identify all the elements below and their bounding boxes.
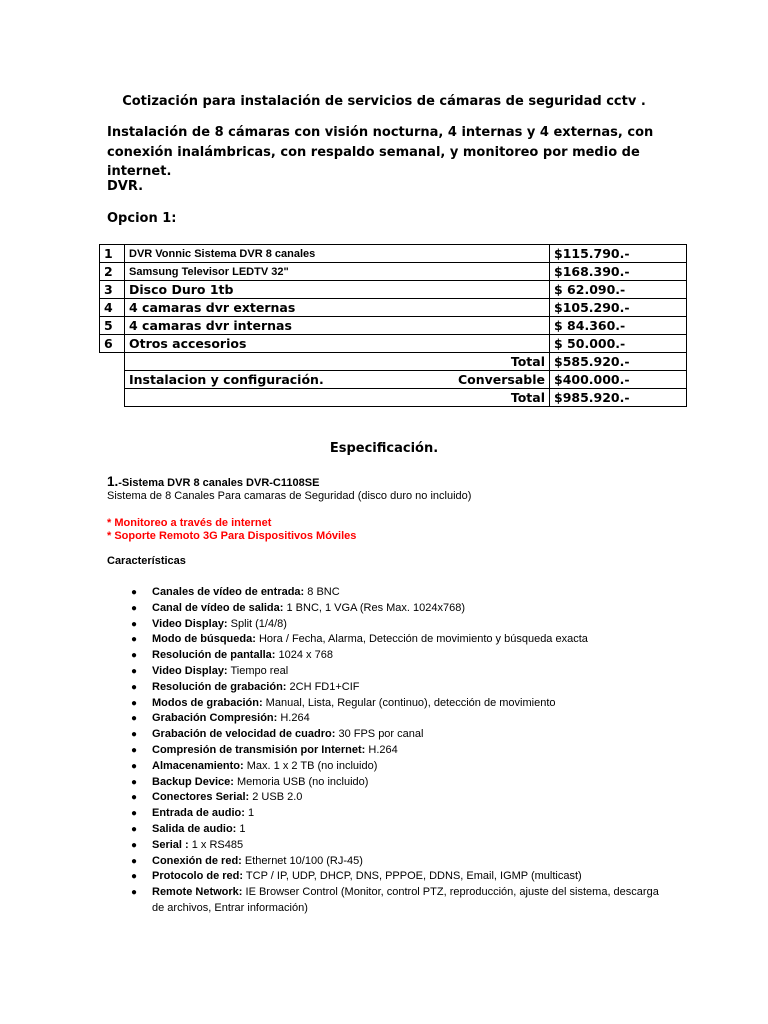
- bullet-icon: ●: [131, 587, 138, 598]
- product-description: Sistema de 8 Canales Para camaras de Seguridad (disco duro no incluido): [107, 490, 472, 502]
- list-item: ● Remote Network: IE Browser Control (Monitor, control PTZ, reproducción, ajuste del sistema, descarga de archivos, Entrar información): [131, 886, 659, 914]
- characteristics-list: [0, 585, 768, 917]
- bullet-icon: ●: [131, 855, 138, 867]
- row-number: 4: [100, 299, 125, 317]
- list-item: ● Backup Device: Memoria USB (no incluido): [0, 775, 672, 791]
- list-item: ● Conectores Serial: 2 USB 2.0: [0, 790, 672, 806]
- table-row: [100, 299, 687, 317]
- install-note: Conversable: [457, 372, 545, 387]
- table-row: [100, 281, 687, 299]
- list-item: ● Compresión de transmisión por Internet: H.264: [0, 743, 672, 759]
- product-number: 1.: [107, 474, 119, 489]
- list-item: ● Resolución de pantalla: 1024 x 768: [0, 648, 672, 664]
- bullet-icon: ●: [131, 697, 138, 709]
- list-item: ● Protocolo de red: TCP / IP, UDP, DHCP, DNS, PPPOE, DDNS, Email, IGMP (multicast): [0, 869, 672, 885]
- row-price: $ 62.090.-: [550, 281, 687, 299]
- list-item: ● Grabación de velocidad de cuadro: 30 FPS por canal: [0, 727, 672, 743]
- bullet-icon: ●: [131, 760, 138, 772]
- list-item: ● Video Display: Tiempo real: [0, 664, 672, 680]
- install-label: Instalacion y configuración.: [129, 372, 324, 387]
- row-number: 2: [100, 263, 125, 281]
- bullet-icon: ●: [131, 776, 138, 788]
- subtotal-row: [100, 353, 687, 371]
- bullet-icon: ●: [131, 729, 138, 741]
- row-number: 3: [100, 281, 125, 299]
- specification-title: Especificación.: [329, 441, 439, 456]
- row-price: $105.290.-: [550, 299, 687, 317]
- list-item: ● Video Display: Split (1/4/8): [0, 617, 672, 633]
- install-row: [100, 371, 687, 389]
- list-item: ● Canal de vídeo de salida: 1 BNC, 1 VGA (Res Max. 1024x768): [0, 601, 672, 617]
- list-item: ● Conexión de red: Ethernet 10/100 (RJ-45): [0, 854, 672, 870]
- subtotal-value: $585.920.-: [550, 353, 687, 371]
- bullet-icon: ●: [131, 618, 138, 630]
- row-description: Samsung Televisor LEDTV 32": [125, 263, 550, 281]
- dvr-heading: DVR.: [107, 179, 144, 194]
- row-price: $ 84.360.-: [550, 317, 687, 335]
- row-description: 4 camaras dvr externas: [125, 299, 550, 317]
- row-price: $115.790.-: [550, 245, 687, 263]
- row-description: Disco Duro 1tb: [125, 281, 550, 299]
- quote-table: [99, 244, 687, 407]
- table-row: [100, 245, 687, 263]
- product-name: -Sistema DVR 8 canales DVR-C1108SE: [118, 477, 320, 489]
- row-price: $168.390.-: [550, 263, 687, 281]
- product-line: [107, 474, 319, 489]
- list-item: ● Modo de búsqueda: Hora / Fecha, Alarma, Detección de movimiento y búsqueda exacta: [0, 632, 672, 648]
- total-label: Total: [125, 389, 550, 407]
- total-value: $985.920.-: [550, 389, 687, 407]
- bullet-icon: ●: [131, 871, 138, 883]
- intro-paragraph: Instalación de 8 cámaras con visión nocturna, 4 internas y 4 externas, con conexión inalámbricas, con respaldo semanal, y monitoreo por medio de internet.: [107, 125, 654, 179]
- bullet-icon: ●: [131, 650, 138, 662]
- bullet-icon: ●: [131, 792, 138, 804]
- install-value: $400.000.-: [550, 371, 687, 389]
- list-item: ● Almacenamiento: Max. 1 x 2 TB (no incluido): [0, 759, 672, 775]
- table-row: [100, 335, 687, 353]
- bullet-icon: ●: [131, 713, 138, 725]
- row-description: Otros accesorios: [125, 335, 550, 353]
- list-item: ● Resolución de grabación: 2CH FD1+CIF: [0, 680, 672, 696]
- table-row: [100, 263, 687, 281]
- bullet-icon: ●: [131, 634, 138, 646]
- feature-remote-support: * Soporte Remoto 3G Para Dispositivos Móviles: [107, 530, 357, 542]
- option-heading: Opcion 1:: [107, 211, 177, 226]
- characteristics-heading: Características: [107, 555, 186, 567]
- bullet-icon: ●: [131, 681, 138, 693]
- bullet-icon: ●: [131, 602, 138, 614]
- document-title: Cotización para instalación de servicios de cámaras de seguridad cctv .: [122, 94, 646, 109]
- list-item: ● Grabación Compresión: H.264: [0, 711, 672, 727]
- table-row: [100, 317, 687, 335]
- bullet-icon: ●: [131, 887, 138, 899]
- feature-internet-monitoring: * Monitoreo a través de internet: [107, 517, 272, 529]
- bullet-icon: ●: [131, 839, 138, 851]
- row-number: 1: [100, 245, 125, 263]
- row-price: $ 50.000.-: [550, 335, 687, 353]
- bullet-icon: ●: [131, 744, 138, 756]
- row-number: 6: [100, 335, 125, 353]
- bullet-icon: ●: [131, 808, 138, 820]
- subtotal-label: Total: [125, 353, 550, 371]
- row-description: 4 camaras dvr internas: [125, 317, 550, 335]
- bullet-icon: ●: [131, 665, 138, 677]
- list-item: ● Entrada de audio: 1: [0, 806, 672, 822]
- list-item: ● Canales de vídeo de entrada: 8 BNC: [0, 585, 672, 601]
- list-item: ● Serial : 1 x RS485: [0, 838, 672, 854]
- list-item: ● Modos de grabación: Manual, Lista, Regular (continuo), detección de movimiento: [0, 696, 672, 712]
- row-description: DVR Vonnic Sistema DVR 8 canales: [125, 245, 550, 263]
- bullet-icon: ●: [131, 823, 138, 835]
- row-number: 5: [100, 317, 125, 335]
- list-item: ● Salida de audio: 1: [0, 822, 672, 838]
- total-row: [100, 389, 687, 407]
